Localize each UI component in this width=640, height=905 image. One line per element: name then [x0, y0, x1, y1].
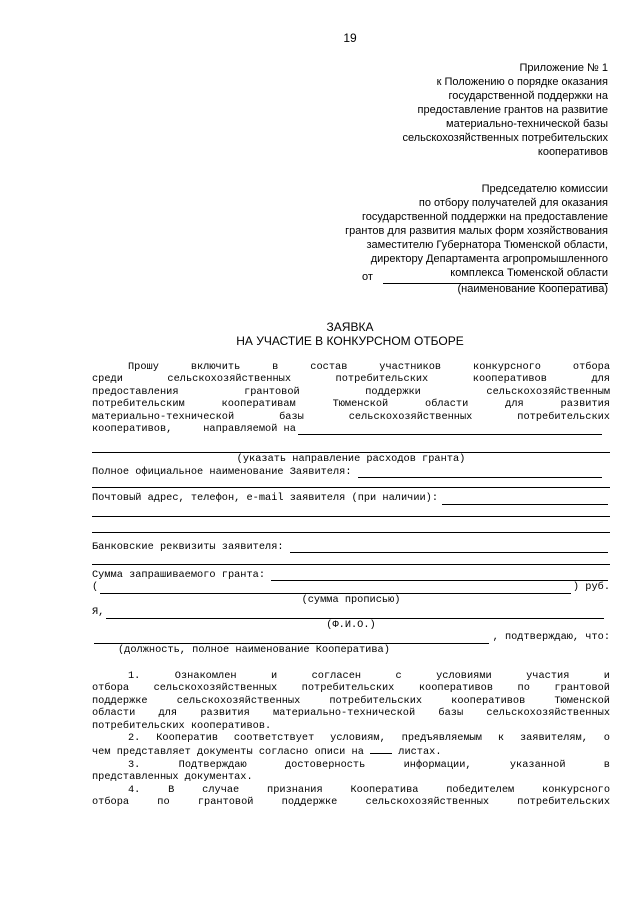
address-field-line-3[interactable] — [92, 521, 610, 533]
full-name-label: Полное официальное наименование Заявителя: — [92, 465, 352, 478]
intro-line: потребительским кооперативам Тюменской области для развития — [92, 398, 610, 411]
address-field[interactable] — [442, 494, 608, 505]
rub-label: ) руб. — [572, 581, 610, 594]
annex-line: к Положению о порядке оказания — [436, 76, 608, 88]
item-2-text: чем представляет документы согласно описи на — [92, 746, 364, 759]
address-field-line-2[interactable] — [92, 505, 610, 517]
bank-label: Банковские реквизиты заявителя: — [92, 540, 284, 553]
address-label: Почтовый адрес, телефон, e-mail заявителя (при наличии): — [92, 492, 439, 505]
annex-header — [348, 61, 608, 159]
confirm-label: , подтверждаю, что: — [492, 631, 610, 644]
addressee-block — [308, 182, 608, 280]
direction-caption: (указать направление расходов гранта) — [236, 453, 466, 466]
grant-label: Сумма запрашиваемого гранта: — [92, 569, 266, 582]
addressee-line: заместителю Губернатора Тюменской области, — [366, 239, 608, 251]
intro-line: Прошу включить в состав участников конкурсного отбора — [128, 361, 610, 373]
item-1-line: 1. Ознакомлен и согласен с условиями участия и — [128, 669, 610, 682]
conditions-list — [92, 670, 610, 808]
item-1-line: поддержке сельскохозяйственных потребительских кооперативов Тюменской — [92, 694, 610, 707]
direction-field-line-2[interactable] — [92, 441, 610, 453]
bank-row — [92, 541, 610, 553]
application-form — [92, 361, 610, 808]
grant-row — [92, 569, 610, 581]
open-paren: ( — [92, 581, 99, 594]
full-name-field-line-2[interactable] — [92, 478, 610, 488]
i-row — [92, 606, 610, 618]
full-name-field[interactable] — [358, 467, 602, 478]
full-name-row — [92, 466, 610, 478]
i-label: Я, — [92, 606, 105, 619]
sheets-count-field[interactable] — [370, 744, 392, 754]
annex-line: материально-технической базы — [446, 118, 608, 130]
item-2-line: 2. Кооператив соответствует условиям, предъявляемым к заявителям, о — [128, 731, 610, 744]
direction-label: кооперативов, направляемой на — [92, 423, 296, 436]
annex-line: кооперативов — [537, 146, 608, 158]
title-line-1: ЗАЯВКА — [326, 320, 374, 334]
direction-row — [92, 423, 610, 435]
intro-line: среди сельскохозяйственных потребительских кооперативов для — [92, 373, 610, 386]
annex-line: государственной поддержки на — [448, 90, 608, 102]
addressee-line: Председателю комиссии — [481, 183, 608, 195]
page-number: 19 — [343, 31, 357, 45]
addressee-line: по отбору получателей для оказания — [418, 197, 608, 209]
position-field[interactable] — [94, 633, 489, 644]
annex-line: сельскохозяйственных потребительских — [402, 132, 608, 144]
document-title — [0, 320, 640, 348]
amount-words-field[interactable] — [100, 583, 571, 594]
addressee-line: грантов для развития малых форм хозяйствования — [345, 225, 608, 237]
fio-field[interactable] — [106, 608, 604, 619]
addressee-line: государственной поддержки на предоставление — [361, 211, 608, 223]
amount-caption: (сумма прописью) — [301, 593, 401, 606]
item-1-line: потребительских кооперативов. — [92, 719, 272, 732]
addressee-line: директору Департамента агропромышленного — [370, 253, 608, 265]
item-2-last-line — [92, 744, 610, 758]
item-1-line: отбора сельскохозяйственных потребительских кооперативов по грантовой — [92, 682, 610, 695]
item-3-line: 3. Подтверждаю достоверность информации, указанной в — [128, 758, 610, 771]
item-4-line: 4. В случае признания Кооператива победителем конкурсного — [128, 783, 610, 796]
intro-line: материально-технической базы сельскохозяйственных потребительских — [92, 410, 610, 423]
title-line-2: НА УЧАСТИЕ В КОНКУРСНОМ ОТБОРЕ — [236, 334, 464, 348]
from-label: от — [362, 271, 373, 283]
item-2-sheets: листах. — [398, 746, 442, 759]
annex-line: Приложение № 1 — [519, 62, 608, 74]
amount-row — [92, 581, 610, 593]
bank-field[interactable] — [290, 542, 608, 553]
annex-line: предоставление грантов на развитие — [417, 104, 608, 116]
item-4-line: отбора по грантовой поддержке сельскохозяйственных потребительских — [92, 795, 610, 808]
bank-field-line-2[interactable] — [92, 553, 610, 565]
grant-field[interactable] — [271, 570, 608, 581]
addressee-line: комплекса Тюменской области — [450, 267, 608, 279]
item-1-line: области для развития материально-технической базы сельскохозяйственных — [92, 707, 610, 720]
intro-line: предоставления грантовой поддержки сельскохозяйственным — [92, 385, 610, 398]
item-3-line: представленных документах. — [92, 771, 253, 784]
cooperative-name-caption: (наименование Кооператива) — [457, 283, 608, 295]
fio-caption: (Ф.И.О.) — [326, 618, 376, 631]
direction-field[interactable] — [298, 424, 602, 435]
confirm-row — [92, 631, 610, 643]
position-caption: (должность, полное наименование Кооператива) — [118, 643, 390, 656]
address-row — [92, 492, 610, 504]
